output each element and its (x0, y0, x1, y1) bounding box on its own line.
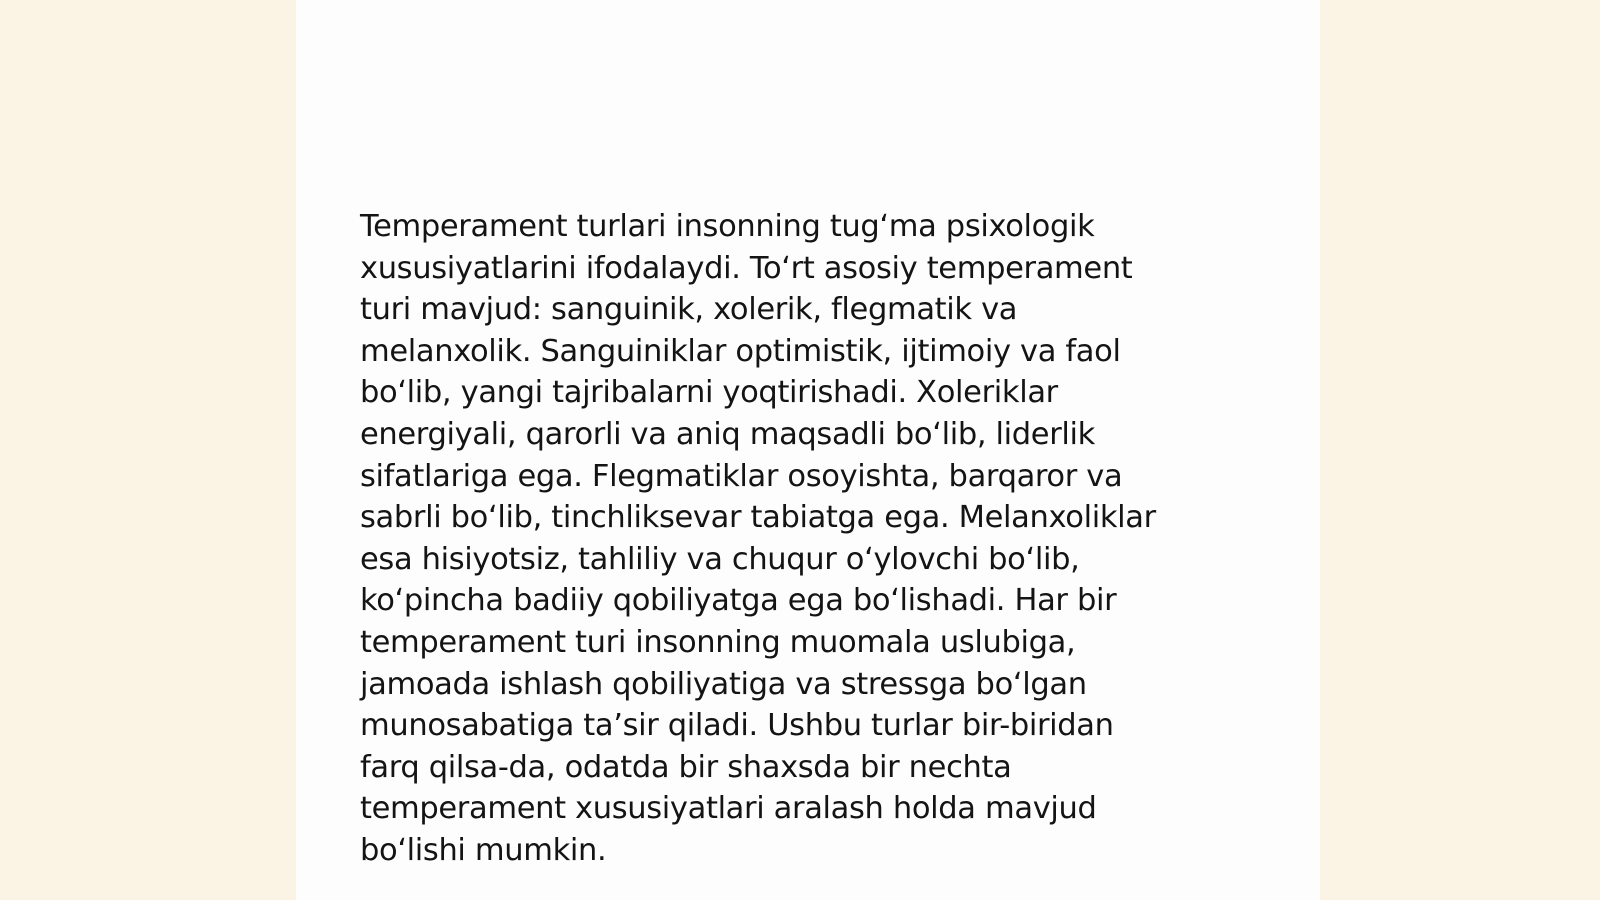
paragraph-line: bo‘lib, yangi tajribalarni yoqtirishadi. Xoleriklar (360, 375, 1058, 411)
paragraph-line: esa hisiyotsiz, tahliliy va chuqur o‘ylovchi bo‘lib, (360, 541, 1080, 577)
paragraph-line: ko‘pincha badiiy qobiliyatga ega bo‘lishadi. Har bir (360, 583, 1117, 619)
paragraph-line: temperament xususiyatlari aralash holda mavjud (360, 791, 1097, 827)
paragraph-line: bo‘lishi mumkin. (360, 832, 607, 868)
paragraph-line: energiyali, qarorli va aniq maqsadli bo‘lib, liderlik (360, 416, 1095, 452)
paragraph-line: jamoada ishlash qobiliyatiga va stressga bo‘lgan (360, 666, 1087, 702)
paragraph-line: xususiyatlarini ifodalaydi. To‘rt asosiy temperament (360, 250, 1133, 286)
paragraph-line: farq qilsa-da, odatda bir shaxsda bir nechta (360, 749, 1012, 785)
paragraph-line: sifatlariga ega. Flegmatiklar osoyishta, barqaror va (360, 458, 1123, 494)
paragraph-line: melanxolik. Sanguiniklar optimistik, ijtimoiy va faol (360, 333, 1121, 369)
document-page (296, 0, 1320, 900)
paragraph-line: turi mavjud: sanguinik, xolerik, flegmatik va (360, 292, 1018, 328)
body-paragraph (360, 206, 1250, 872)
paragraph-line: sabrli bo‘lib, tinchliksevar tabiatga ega. Melanxoliklar (360, 500, 1156, 536)
paragraph-line: temperament turi insonning muomala uslubiga, (360, 624, 1076, 660)
paragraph-line: munosabatiga ta’sir qiladi. Ushbu turlar bir-biridan (360, 708, 1114, 744)
paragraph-line: Temperament turlari insonning tug‘ma psixologik (360, 209, 1095, 244)
